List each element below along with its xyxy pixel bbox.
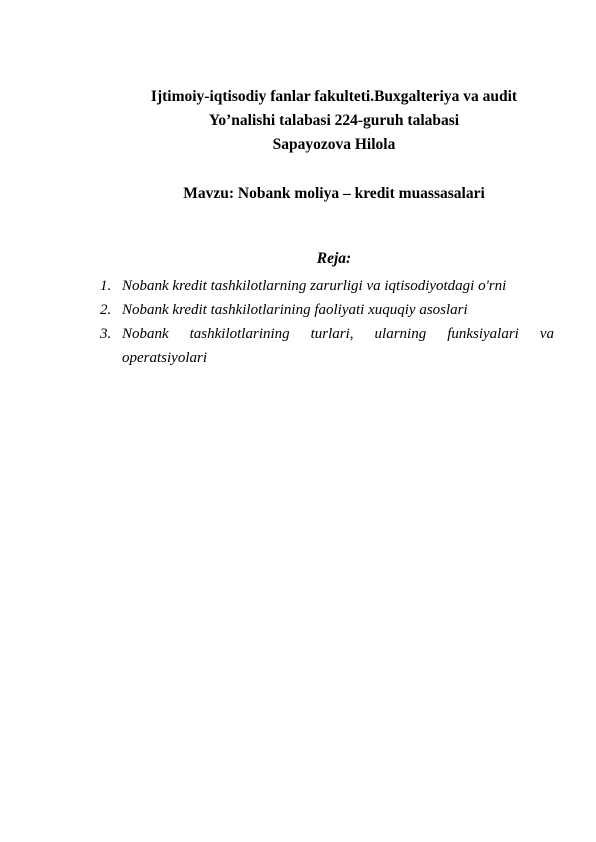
list-item-text: Nobank kredit tashkilotlarning zarurligi va iqtisodiyotdagi o'rni <box>122 278 507 294</box>
list-item <box>100 298 554 322</box>
plan-heading: Reja: <box>316 250 352 267</box>
list-item-text: Nobank tashkilotlarining turlari, ularning funksiyalari va operatsiyolari <box>122 326 554 366</box>
student-group-line: Yo’nalishi talabasi 224-guruh talabasi <box>208 112 460 129</box>
list-item-text: Nobank kredit tashkilotlarining faoliyati xuquqiy asoslari <box>122 302 468 318</box>
faculty-line: Ijtimoiy-iqtisodiy fanlar fakulteti.Buxgalteriya va audit <box>150 88 518 105</box>
list-item <box>100 322 554 370</box>
list-item <box>100 274 554 298</box>
topic-title: Mavzu: Nobank moliya – kredit muassasalari <box>183 185 485 202</box>
plan-list <box>100 274 554 370</box>
student-name: Sapayozova Hilola <box>272 136 396 153</box>
list-item-number: 1. <box>100 278 112 294</box>
list-item-number: 3. <box>100 326 112 342</box>
list-item-number: 2. <box>100 302 112 318</box>
